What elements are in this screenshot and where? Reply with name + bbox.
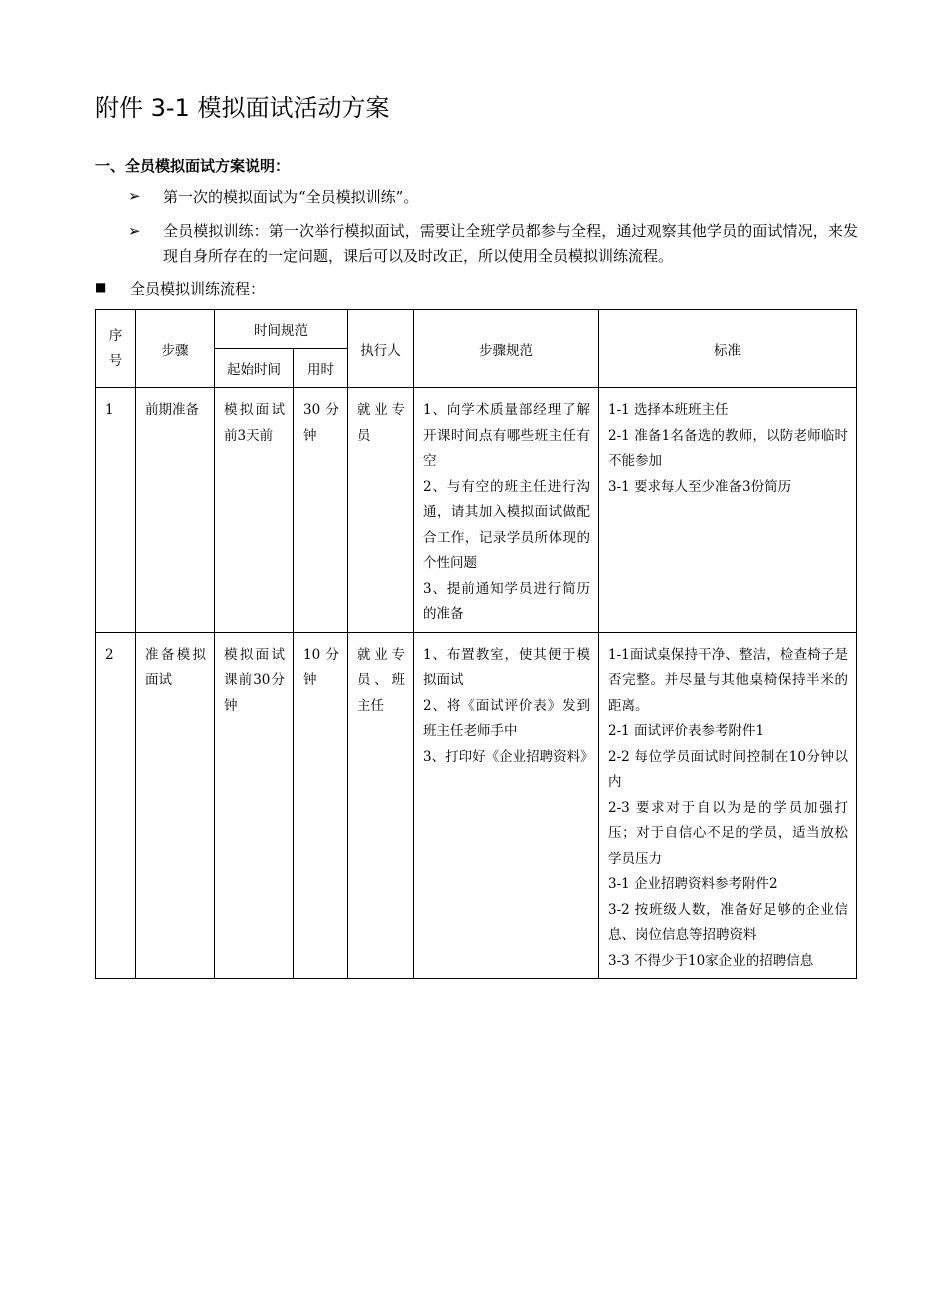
header-seq: 序号 xyxy=(96,310,136,388)
cell-step-spec xyxy=(414,632,599,979)
cell-start-time: 模拟面试前3天前 xyxy=(215,388,294,633)
arrow-bullet-icon: ➢ xyxy=(128,222,141,240)
bullet-text-2: 全员模拟训练：第一次举行模拟面试，需要让全班学员都参与全程，通过观察其他学员的面试情况，来发现自身所存在的一定问题，课后可以及时改正，所以使用全员模拟训练流程。 xyxy=(163,222,858,265)
standard-line: 2-2 每位学员面试时间控制在10分钟以内 xyxy=(608,748,848,790)
standard-line: 1-1面试桌保持干净、整洁，检查椅子是否完整。并尽量与其他桌椅保持半米的距离。 xyxy=(608,646,848,714)
cell-standard xyxy=(599,632,857,979)
step-spec-line: 2、与有空的班主任进行沟通，请其加入模拟面试做配合工作，记录学员所体现的个性问题 xyxy=(423,478,590,571)
standard-line: 1-1 选择本班班主任 xyxy=(608,402,729,418)
header-step: 步骤 xyxy=(136,310,215,388)
bullet-text-1: 第一次的模拟面试为“全员模拟训练”。 xyxy=(163,188,419,206)
cell-step: 前期准备 xyxy=(136,388,215,633)
flow-label: 全员模拟训练流程： xyxy=(130,280,266,298)
cell-start-time: 模拟面试课前30分钟 xyxy=(215,632,294,979)
standard-line: 2-3 要求对于自以为是的学员加强打压；对于自信心不足的学员，适当放松学员压力 xyxy=(608,799,848,867)
header-start-time: 起始时间 xyxy=(215,349,294,388)
cell-seq: 2 xyxy=(96,632,136,979)
flow-table xyxy=(95,309,857,979)
step-spec-line: 1、布置教室，使其便于模拟面试 xyxy=(423,646,590,688)
step-spec-line: 1、向学术质量部经理了解开课时间点有哪些班主任有空 xyxy=(423,402,590,469)
header-step-spec: 步骤规范 xyxy=(414,310,599,388)
table-row xyxy=(96,388,857,633)
standard-line: 2-1 面试评价表参考附件1 xyxy=(608,723,765,739)
header-time-group: 时间规范 xyxy=(215,310,348,349)
step-spec-line: 3、打印好《企业招聘资料》 xyxy=(423,748,594,765)
arrow-bullet-icon: ➢ xyxy=(128,187,141,205)
section-heading: 一、全员模拟面试方案说明： xyxy=(95,157,291,175)
cell-executor: 就业专员、班主任 xyxy=(348,632,414,979)
header-executor: 执行人 xyxy=(348,310,414,388)
cell-step-spec xyxy=(414,388,599,633)
header-standard: 标准 xyxy=(599,310,857,388)
step-spec-line: 3、提前通知学员进行简历的准备 xyxy=(423,580,590,622)
standard-line: 3-1 企业招聘资料参考附件2 xyxy=(608,876,778,892)
square-bullet-icon: ■ xyxy=(95,280,107,294)
standard-line: 3-1 要求每人至少准备3份简历 xyxy=(608,478,792,495)
table-row xyxy=(96,632,857,979)
cell-seq: 1 xyxy=(96,388,136,633)
cell-duration: 30 分钟 xyxy=(294,388,348,633)
header-duration: 用时 xyxy=(294,349,348,388)
cell-executor: 就业专员 xyxy=(348,388,414,633)
step-spec-line: 2、将《面试评价表》发到班主任老师手中 xyxy=(423,697,590,739)
cell-step: 准备模拟面试 xyxy=(136,632,215,979)
document-title: 附件 3-1 模拟面试活动方案 xyxy=(95,94,390,122)
standard-line: 3-3 不得少于10家企业的招聘信息 xyxy=(608,952,814,969)
table-header-row xyxy=(96,310,857,349)
cell-duration: 10 分钟 xyxy=(294,632,348,979)
cell-standard xyxy=(599,388,857,633)
standard-line: 2-1 准备1名备选的教师，以防老师临时不能参加 xyxy=(608,427,848,469)
standard-line: 3-2 按班级人数，准备好足够的企业信息、岗位信息等招聘资料 xyxy=(608,901,848,943)
